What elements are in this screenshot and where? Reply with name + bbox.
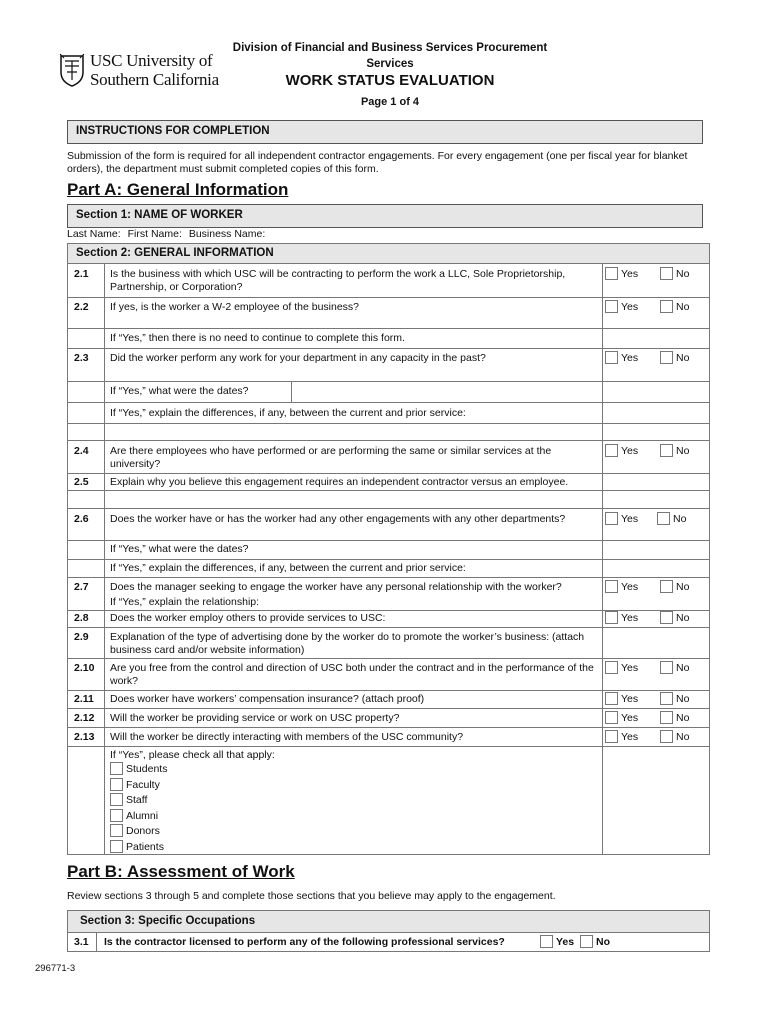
question-number: 2.5 — [74, 476, 89, 488]
question-number: 2.4 — [74, 445, 89, 457]
no-checkbox[interactable] — [660, 580, 673, 593]
first-name-label: First Name: — [127, 228, 182, 240]
row-divider — [68, 423, 709, 424]
row-divider — [68, 746, 709, 747]
business-name-label: Business Name: — [188, 228, 266, 240]
no-checkbox[interactable] — [657, 512, 670, 525]
part-a-title: Part A: General Information — [67, 180, 289, 199]
yes-checkbox[interactable] — [605, 730, 618, 743]
no-option[interactable]: No — [660, 580, 689, 593]
yes-checkbox[interactable] — [605, 267, 618, 280]
no-checkbox[interactable] — [580, 935, 593, 948]
yes-option[interactable]: Yes — [605, 512, 638, 525]
question-text: If “Yes,” what were the dates? — [110, 385, 249, 397]
no-checkbox[interactable] — [660, 300, 673, 313]
instruction-text: If “Yes,” then there is no need to continue to complete this form. — [110, 332, 405, 344]
form-code: 296771-3 — [35, 963, 76, 974]
logo-line-1: USC University of — [90, 51, 213, 70]
row-divider — [68, 690, 709, 691]
instructions-heading: INSTRUCTIONS FOR COMPLETION — [67, 120, 703, 144]
row-divider — [68, 297, 709, 298]
question-text: If “Yes,” explain the differences, if any, between the current and prior service: — [110, 562, 466, 574]
yes-option[interactable]: Yes — [605, 580, 638, 593]
row-divider — [68, 727, 709, 728]
row-divider — [68, 381, 709, 382]
no-option[interactable]: No — [660, 267, 689, 280]
section-2-heading: Section 2: GENERAL INFORMATION — [68, 244, 709, 264]
question-text: Does the worker have or has the worker had any other engagements with any other departments? — [110, 513, 566, 525]
section-3-table — [67, 910, 710, 952]
question-text: If yes, is the worker a W-2 employee of the business? — [110, 301, 360, 313]
no-checkbox[interactable] — [660, 730, 673, 743]
no-checkbox[interactable] — [660, 711, 673, 724]
section-1-heading: Section 1: NAME OF WORKER — [67, 204, 703, 228]
no-option[interactable]: No — [660, 711, 689, 724]
no-option[interactable]: No — [580, 935, 610, 948]
question-number: 2.6 — [74, 513, 89, 525]
logo-line-2: Southern California — [90, 70, 219, 89]
yes-option[interactable]: Yes — [605, 730, 638, 743]
question-number: 2.7 — [74, 581, 89, 593]
question-text: If “Yes,” explain the relationship: — [110, 596, 260, 608]
part-b-title: Part B: Assessment of Work — [67, 862, 295, 881]
question-number: 2.10 — [74, 662, 95, 674]
general-information-table — [67, 243, 710, 855]
no-option[interactable]: No — [657, 512, 686, 525]
question-text: Is the contractor licensed to perform any of the following professional services? — [104, 936, 505, 948]
usc-logo — [58, 50, 238, 92]
row-divider — [68, 559, 709, 560]
yes-option[interactable]: Yes — [605, 267, 638, 280]
row-divider — [68, 473, 709, 474]
no-checkbox[interactable] — [660, 267, 673, 280]
no-checkbox[interactable] — [660, 661, 673, 674]
question-text: If “Yes,” explain the differences, if any, between the current and prior service: — [110, 407, 466, 419]
row-divider — [68, 440, 709, 441]
row-divider — [68, 402, 709, 403]
question-text: Did the worker perform any work for your department in any capacity in the past? — [110, 352, 486, 364]
question-text: Will the worker be directly interacting with members of the USC community? — [110, 731, 464, 743]
question-number: 2.2 — [74, 301, 89, 313]
division-heading: Division of Financial and Business Services Procurement Services — [232, 42, 548, 70]
row-divider — [68, 328, 709, 329]
checklist-item[interactable]: Faculty — [110, 778, 167, 794]
last-name-label: Last Name: — [67, 228, 121, 240]
name-fields — [67, 228, 269, 240]
patients-checkbox[interactable] — [110, 840, 123, 853]
checklist-item[interactable]: Alumni — [110, 809, 167, 825]
question-number: 2.13 — [74, 731, 95, 743]
yes-option[interactable]: Yes — [605, 351, 638, 364]
yes-option[interactable]: Yes — [605, 661, 638, 674]
checklist-item[interactable]: Patients — [110, 840, 167, 856]
usc-seal-icon — [58, 52, 86, 88]
row-divider — [68, 577, 709, 578]
community-checklist — [110, 762, 167, 855]
yes-checkbox[interactable] — [605, 711, 618, 724]
yes-checkbox[interactable] — [605, 692, 618, 705]
yes-option[interactable]: Yes — [605, 692, 638, 705]
question-text: Does the worker employ others to provide services to USC: — [110, 612, 386, 624]
yes-checkbox[interactable] — [605, 611, 618, 624]
column-divider — [96, 933, 97, 952]
question-text: Is the business with which USC will be contracting to perform the work a LLC, Sole Proprietorship, Partnership, or Corporation? — [110, 268, 566, 293]
section-3-heading: Section 3: Specific Occupations — [68, 911, 709, 933]
faculty-checkbox[interactable] — [110, 778, 123, 791]
page-number: Page 1 of 4 — [360, 96, 420, 108]
question-text: Explain why you believe this engagement requires an independent contractor versus an employee. — [110, 476, 569, 488]
no-option[interactable]: No — [660, 661, 689, 674]
no-option[interactable]: No — [660, 300, 689, 313]
question-text: Does worker have workers’ compensation insurance? (attach proof) — [110, 693, 425, 705]
donors-checkbox[interactable] — [110, 824, 123, 837]
question-number: 2.8 — [74, 612, 89, 624]
question-row — [68, 933, 709, 952]
question-number: 2.12 — [74, 712, 95, 724]
yes-option[interactable]: Yes — [605, 611, 638, 624]
form-title: WORK STATUS EVALUATION — [285, 72, 495, 89]
yes-checkbox[interactable] — [605, 580, 618, 593]
question-number: 3.1 — [74, 936, 89, 948]
no-checkbox[interactable] — [660, 692, 673, 705]
yes-checkbox[interactable] — [540, 935, 553, 948]
row-divider — [68, 627, 709, 628]
yes-checkbox[interactable] — [605, 300, 618, 313]
no-option[interactable]: No — [660, 351, 689, 364]
question-number: 2.1 — [74, 268, 89, 280]
yes-checkbox[interactable] — [605, 351, 618, 364]
students-checkbox[interactable] — [110, 762, 123, 775]
alumni-checkbox[interactable] — [110, 809, 123, 822]
yes-checkbox[interactable] — [605, 661, 618, 674]
instructions-text: Submission of the form is required for all independent contractor engagements. For every engagement (one per fiscal year for blanket orders), the department must submit completed copies of this form. — [67, 150, 688, 175]
no-option[interactable]: No — [660, 611, 689, 624]
part-b-intro: Review sections 3 through 5 and complete those sections that you believe may apply to the engagement. — [67, 890, 556, 902]
question-text: Will the worker be providing service or work on USC property? — [110, 712, 400, 724]
yes-option[interactable]: Yes — [605, 711, 638, 724]
question-text: Are you free from the control and direction of USC both under the contract and in the performance of the work? — [110, 662, 594, 687]
question-text: Explanation of the type of advertising done by the worker do to promote the worker’s business: (attach business card and/or website information) — [110, 631, 585, 656]
row-divider — [68, 490, 709, 491]
no-checkbox[interactable] — [660, 611, 673, 624]
yes-option[interactable]: Yes — [605, 444, 638, 457]
checklist-item[interactable]: Staff — [110, 793, 167, 809]
checklist-item[interactable]: Donors — [110, 824, 167, 840]
yes-option[interactable]: Yes — [605, 300, 638, 313]
yes-checkbox[interactable] — [605, 444, 618, 457]
yes-checkbox[interactable] — [605, 512, 618, 525]
checklist-item[interactable]: Students — [110, 762, 167, 778]
no-checkbox[interactable] — [660, 351, 673, 364]
row-divider — [68, 348, 709, 349]
row-divider — [68, 658, 709, 659]
question-number: 2.11 — [74, 693, 94, 705]
no-option[interactable]: No — [660, 730, 689, 743]
no-option[interactable]: No — [660, 692, 689, 705]
row-divider — [68, 508, 709, 509]
no-option[interactable]: No — [660, 444, 689, 457]
question-text: Are there employees who have performed or are performing the same or similar services at the university? — [110, 445, 552, 470]
question-text: If “Yes”, please check all that apply: — [110, 749, 275, 761]
staff-checkbox[interactable] — [110, 793, 123, 806]
row-divider — [68, 708, 709, 709]
no-checkbox[interactable] — [660, 444, 673, 457]
question-text: If “Yes,” what were the dates? — [110, 543, 249, 555]
row-divider — [68, 540, 709, 541]
question-number: 2.9 — [74, 631, 89, 643]
yes-option[interactable]: Yes — [540, 935, 574, 948]
question-text: Does the manager seeking to engage the worker have any personal relationship with the worker? — [110, 581, 562, 593]
question-number: 2.3 — [74, 352, 89, 364]
